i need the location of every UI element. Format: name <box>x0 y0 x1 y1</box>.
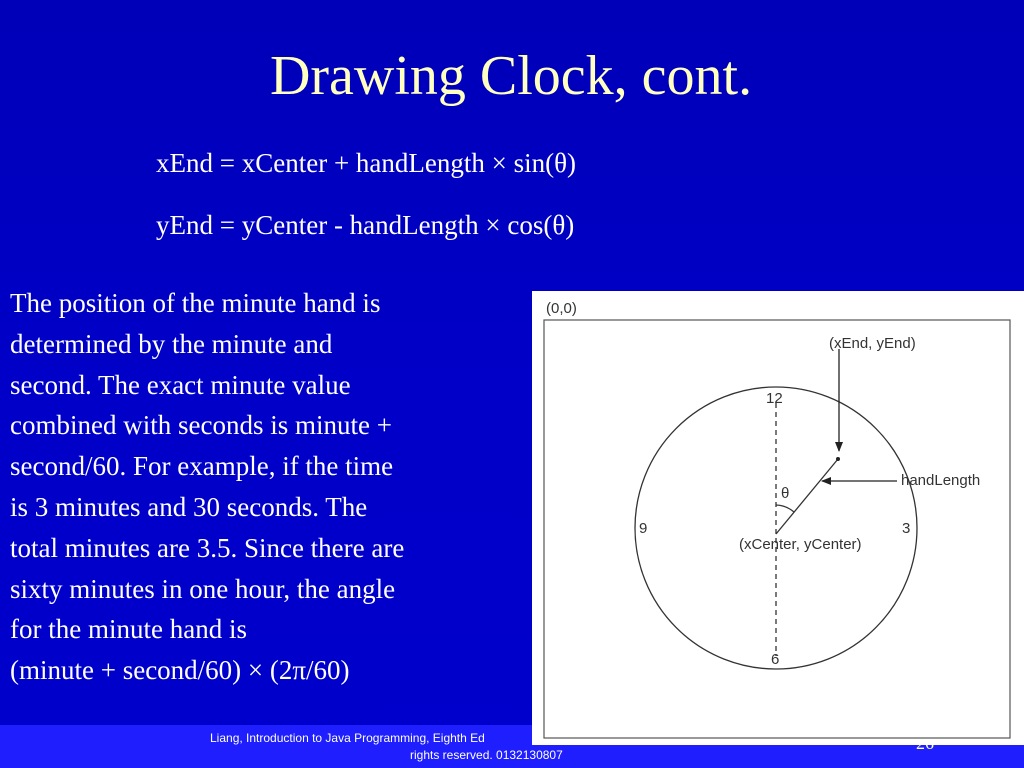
body-line: determined by the minute and <box>10 328 333 359</box>
body-line: The position of the minute hand is <box>10 288 381 318</box>
end-point-label: (xEnd, yEnd) <box>829 335 916 352</box>
body-line: second/60. For example, if the time <box>10 451 394 482</box>
body-line: sixty minutes in one hour, the angle <box>10 573 396 604</box>
body-line: second. The exact minute value <box>10 369 351 400</box>
slide-title-text: Drawing Clock, cont. <box>269 45 753 107</box>
center-label: (xCenter, yCenter) <box>739 536 862 553</box>
diagram-frame <box>544 320 1010 738</box>
formula-xend: xEnd = xCenter + handLength × sin(θ) <box>156 148 577 178</box>
clock-diagram <box>532 291 1024 745</box>
clock-number-3: 3 <box>902 520 911 537</box>
clock-number-12: 12 <box>766 390 783 407</box>
clock-number-9: 9 <box>639 520 648 537</box>
formula-yend: yEnd = yCenter - handLength × cos(θ) <box>156 210 575 240</box>
hand-length-label: handLength <box>901 472 981 489</box>
body-line: (minute + second/60) × (2π/60) <box>10 655 350 686</box>
body-line: is 3 minutes and 30 seconds. The <box>10 491 368 522</box>
origin-label: (0,0) <box>546 300 577 317</box>
body-paragraph <box>10 283 520 691</box>
clock-diagram-svg <box>532 291 1024 745</box>
clock-number-6: 6 <box>771 651 780 668</box>
theta-arc <box>776 505 794 512</box>
body-line: total minutes are 3.5. Since there are <box>10 532 405 563</box>
body-line: combined with seconds is minute + <box>10 410 392 441</box>
theta-label: θ <box>781 485 790 502</box>
footer-line-1: Liang, Introduction to Java Programming, Eighth Ed <box>210 731 485 745</box>
body-line: for the minute hand is <box>10 614 247 645</box>
footer-line-2: rights reserved. 0132130807 <box>410 748 563 762</box>
clock-face <box>635 387 917 669</box>
slide-title <box>0 44 1023 108</box>
end-point-marker <box>836 457 840 461</box>
